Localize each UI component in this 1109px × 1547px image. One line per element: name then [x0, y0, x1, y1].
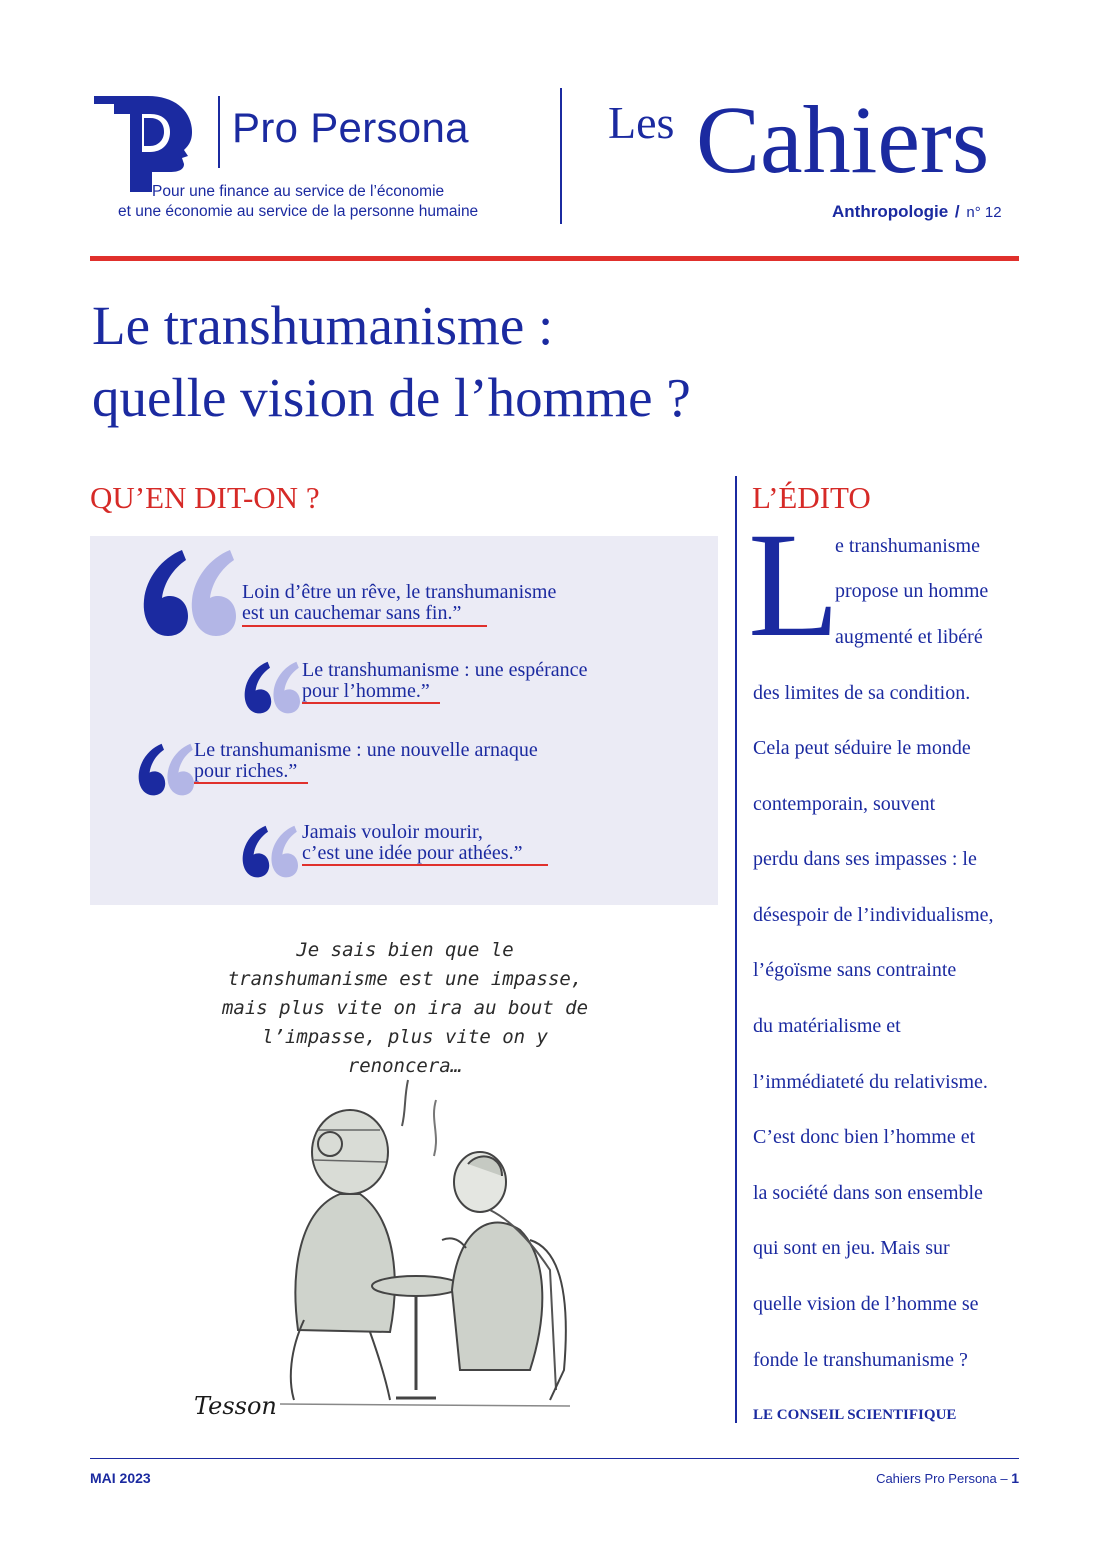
edito-line: du matérialisme et	[753, 1015, 901, 1037]
edito-line: contemporain, souvent	[753, 793, 936, 815]
quote-mark-icon	[238, 822, 298, 880]
series-les: Les	[608, 97, 675, 148]
quote-mark-icon	[134, 740, 194, 798]
header-rule	[90, 256, 1019, 261]
tagline-line-1: Pour une finance au service de l’économie	[152, 183, 445, 200]
edito-line: qui sont en jeu. Mais sur	[753, 1237, 950, 1259]
cartoon-drawing	[190, 1070, 610, 1410]
brand-name: Pro Persona	[232, 104, 469, 151]
quote-4-line-1: Jamais vouloir mourir,	[302, 821, 483, 843]
edito-line: la société dans son ensemble	[753, 1182, 983, 1204]
quote-1-line-1: Loin d’être un rêve, le transhumanisme	[242, 581, 557, 603]
quote-3-line-1: Le transhumanisme : une nouvelle arnaque	[194, 739, 538, 761]
quote-2-line-2: pour l’homme.”	[302, 680, 430, 702]
cartoon-caption: Je sais bien que le transhumanisme est une impasse, mais plus vite on ira au bout de l’impasse, plus vite on y renoncera…	[221, 939, 589, 1077]
edito-dropcap: L	[748, 502, 840, 668]
quote-3-line-2: pour riches.”	[194, 760, 298, 782]
quote-1-line-2: est un cauchemar sans fin.”	[242, 602, 462, 624]
footer-publication-name: Cahiers Pro Persona –	[876, 1471, 1008, 1486]
title-line-1: Le transhumanisme :	[92, 295, 554, 356]
edito-line: C’est donc bien l’homme et	[753, 1126, 976, 1148]
title-line-2: quelle vision de l’homme ?	[92, 367, 691, 428]
page-title	[92, 290, 691, 434]
issue-separator: /	[954, 202, 960, 221]
quote-4-line-2: c’est une idée pour athées.”	[302, 842, 523, 864]
edito-line: augmenté et libéré	[835, 626, 983, 648]
footer-rule	[90, 1458, 1019, 1459]
footer-date: MAI 2023	[90, 1470, 151, 1486]
issue-info	[832, 202, 1002, 222]
quotes-heading: QU’EN DIT-ON ?	[90, 480, 320, 515]
edito-line: e transhumanisme	[835, 535, 980, 557]
edito-line: fonde le transhumanisme ?	[753, 1349, 968, 1371]
cartoon-signature: Tesson	[194, 1392, 277, 1420]
edito-line: l’immédiateté du relativisme.	[753, 1071, 988, 1093]
quote-4-underline	[302, 864, 548, 866]
quote-mark-icon	[136, 544, 236, 640]
cartoon	[190, 920, 610, 1425]
edito-line: des limites de sa condition.	[753, 682, 971, 704]
quote-2-line-1: Le transhumanisme : une espérance	[302, 659, 588, 681]
quote-3-underline	[194, 782, 308, 784]
quote-2-underline	[302, 702, 440, 704]
page-number: 1	[1011, 1470, 1019, 1486]
quote-mark-icon	[240, 658, 300, 716]
pro-persona-logo-icon	[92, 96, 192, 192]
issue-number: n° 12	[966, 204, 1002, 221]
edito-signature: LE CONSEIL SCIENTIFIQUE	[753, 1407, 957, 1423]
edito-line: propose un homme	[835, 580, 989, 602]
series-cahiers: Cahiers	[696, 86, 990, 193]
masthead-divider	[560, 88, 562, 224]
tagline-line-2: et une économie au service de la personne humaine	[118, 203, 479, 220]
edito-line: quelle vision de l’homme se	[753, 1293, 979, 1315]
edito-line: Cela peut séduire le monde	[753, 737, 971, 759]
quote-box	[90, 536, 718, 905]
footer-publication	[876, 1470, 1019, 1486]
edito-line: l’égoïsme sans contrainte	[753, 959, 957, 981]
tagline	[118, 182, 478, 222]
edito-line: perdu dans ses impasses : le	[753, 848, 977, 870]
column-divider	[735, 476, 737, 1423]
edito-line: désespoir de l’individualisme,	[753, 904, 994, 926]
edito-heading: L’ÉDITO	[752, 480, 871, 515]
issue-category: Anthropologie	[832, 202, 949, 221]
logo-divider	[218, 96, 220, 168]
quote-1-underline	[242, 625, 487, 627]
